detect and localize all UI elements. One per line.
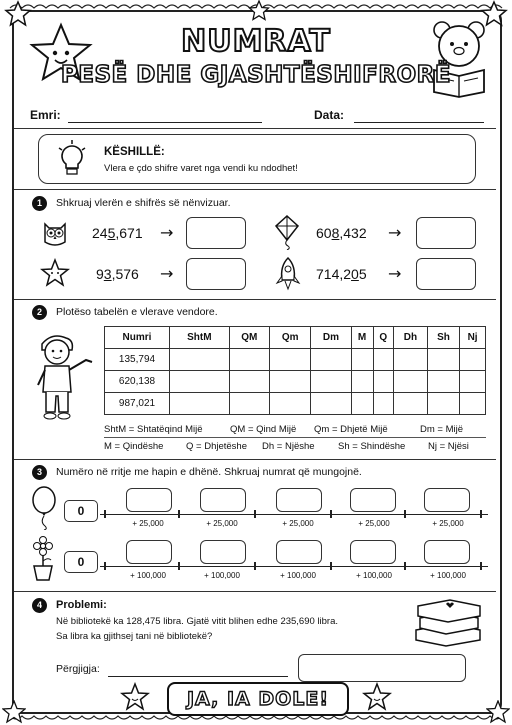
- table-cell[interactable]: [427, 349, 459, 371]
- answer-box[interactable]: [276, 540, 322, 564]
- answer-box[interactable]: [416, 217, 476, 249]
- rocket-icon: [274, 256, 302, 292]
- column-header: Dh: [394, 327, 428, 349]
- table-cell[interactable]: [269, 393, 310, 415]
- column-header: Dm: [311, 327, 351, 349]
- section-number: 1: [32, 196, 47, 211]
- tick: [404, 562, 406, 570]
- column-header: M: [351, 327, 373, 349]
- star-icon: [40, 258, 70, 288]
- section-number: 2: [32, 305, 47, 320]
- legend-item: QM = Qind Mijë: [230, 424, 297, 435]
- step-label: + 100,000: [356, 571, 392, 580]
- step-label: + 25,000: [358, 519, 390, 528]
- row-number: 135,794: [105, 349, 170, 371]
- legend-item: Dh = Njëshe: [262, 441, 315, 452]
- table-cell[interactable]: [394, 393, 428, 415]
- name-field[interactable]: [68, 122, 262, 123]
- start-value-box: 0: [64, 551, 98, 573]
- flower-pot-icon: [28, 536, 58, 582]
- answer-box[interactable]: [126, 540, 172, 564]
- answer-box[interactable]: [276, 488, 322, 512]
- answer-box[interactable]: [424, 488, 470, 512]
- divider: [14, 128, 496, 129]
- boy-pointing-icon: [30, 330, 96, 422]
- kite-icon: [272, 214, 302, 250]
- underlined-number: 608,432: [316, 225, 367, 241]
- column-header: ShtM: [170, 327, 230, 349]
- column-header: Sh: [427, 327, 459, 349]
- answer-box[interactable]: [350, 488, 396, 512]
- legend-item: Nj = Njësi: [428, 441, 469, 452]
- table-cell[interactable]: [170, 371, 230, 393]
- answer-box[interactable]: [200, 488, 246, 512]
- table-cell[interactable]: [351, 349, 373, 371]
- table-cell[interactable]: [373, 349, 394, 371]
- tick: [254, 562, 256, 570]
- books-stack-icon: [410, 594, 486, 648]
- tip-text: Vlera e çdo shifre varet nga vendi ku ndodhet!: [104, 163, 298, 174]
- balloon-icon: [30, 486, 58, 530]
- tick: [104, 562, 106, 570]
- underlined-number: 93,576: [96, 266, 139, 282]
- table-cell[interactable]: [373, 393, 394, 415]
- tick: [178, 510, 180, 518]
- answer-box[interactable]: [126, 488, 172, 512]
- answer-label: Përgjigja:: [56, 663, 100, 675]
- table-row: [105, 371, 486, 393]
- legend-item: Dm = Mijë: [420, 424, 464, 435]
- table-cell[interactable]: [351, 371, 373, 393]
- column-header: Numri: [105, 327, 170, 349]
- divider: [14, 299, 496, 300]
- tick: [480, 510, 482, 518]
- legend-item: Sh = Shindëshe: [338, 441, 406, 452]
- step-label: + 25,000: [206, 519, 238, 528]
- number-line: [100, 514, 488, 515]
- table-cell[interactable]: [170, 393, 230, 415]
- divider: [14, 459, 496, 460]
- table-cell[interactable]: [269, 349, 310, 371]
- arrow-icon: →: [388, 264, 402, 283]
- table-cell[interactable]: [427, 393, 459, 415]
- section-number: 3: [32, 465, 47, 480]
- step-label: + 100,000: [130, 571, 166, 580]
- legend-item: ShtM = Shtatëqind Mijë: [104, 424, 203, 435]
- legend-item: Q = Dhjetëshe: [186, 441, 247, 452]
- legend-item: Qm = Dhjetë Mijë: [314, 424, 388, 435]
- answer-box[interactable]: [186, 217, 246, 249]
- table-cell[interactable]: [170, 349, 230, 371]
- footer-banner: JA, IA DOLE!: [167, 682, 349, 716]
- start-value-box: 0: [64, 500, 98, 522]
- table-cell[interactable]: [427, 371, 459, 393]
- tick: [330, 562, 332, 570]
- answer-box[interactable]: [200, 540, 246, 564]
- star-icon: [2, 700, 26, 724]
- table-cell[interactable]: [229, 371, 269, 393]
- tick: [480, 562, 482, 570]
- smiling-star-icon: [120, 682, 150, 712]
- step-label: + 100,000: [204, 571, 240, 580]
- answer-box[interactable]: [350, 540, 396, 564]
- step-label: + 25,000: [282, 519, 314, 528]
- table-cell[interactable]: [229, 349, 269, 371]
- arrow-icon: →: [160, 264, 174, 283]
- tick: [178, 562, 180, 570]
- name-label: Emri:: [30, 108, 61, 122]
- page-subtitle: PESË DHE GJASHTËSHIFRORË: [60, 62, 452, 88]
- owl-icon: [40, 218, 70, 248]
- divider: [104, 437, 486, 438]
- tip-heading: KËSHILLË:: [104, 146, 165, 158]
- answer-box[interactable]: [298, 654, 466, 682]
- arrow-icon: →: [160, 223, 174, 242]
- tick: [254, 510, 256, 518]
- table-cell[interactable]: [394, 371, 428, 393]
- step-label: + 100,000: [430, 571, 466, 580]
- table-cell[interactable]: [460, 393, 486, 415]
- arrow-icon: →: [388, 223, 402, 242]
- table-cell[interactable]: [311, 349, 351, 371]
- section1-instruction: Shkruaj vlerën e shifrës së nënvizuar.: [56, 197, 231, 209]
- column-header: Q: [373, 327, 394, 349]
- column-header: QM: [229, 327, 269, 349]
- star-icon: [486, 700, 510, 724]
- table-row: [105, 349, 486, 371]
- smiling-star-icon: [362, 682, 392, 712]
- row-number: 620,138: [105, 371, 170, 393]
- number-line: [100, 566, 488, 567]
- answer-box[interactable]: [186, 258, 246, 290]
- row-number: 987,021: [105, 393, 170, 415]
- tip-box: [38, 134, 476, 184]
- table-cell[interactable]: [373, 371, 394, 393]
- tick: [330, 510, 332, 518]
- step-label: + 25,000: [132, 519, 164, 528]
- table-cell[interactable]: [311, 371, 351, 393]
- section-number: 4: [32, 598, 47, 613]
- table-cell[interactable]: [460, 349, 486, 371]
- answer-box[interactable]: [416, 258, 476, 290]
- step-label: + 25,000: [432, 519, 464, 528]
- table-cell[interactable]: [269, 371, 310, 393]
- date-label: Data:: [314, 108, 345, 122]
- table-cell[interactable]: [311, 393, 351, 415]
- place-value-table: [104, 326, 486, 415]
- table-cell[interactable]: [460, 371, 486, 393]
- table-cell[interactable]: [394, 349, 428, 371]
- table-cell[interactable]: [351, 393, 373, 415]
- table-row: [105, 393, 486, 415]
- column-header: Qm: [269, 327, 310, 349]
- page-title: NUMRAT: [181, 24, 331, 59]
- date-field[interactable]: [354, 122, 484, 123]
- underlined-number: 245,671: [92, 225, 143, 241]
- step-label: + 100,000: [280, 571, 316, 580]
- section3-instruction: Numëro në rritje me hapin e dhënë. Shkruaj numrat që mungojnë.: [56, 466, 362, 478]
- star-icon: [248, 0, 270, 22]
- column-header: Nj: [460, 327, 486, 349]
- tick: [104, 510, 106, 518]
- tick: [404, 510, 406, 518]
- table-cell[interactable]: [229, 393, 269, 415]
- problem-question: Sa libra ka gjithsej tani në bibliotekë?: [56, 631, 213, 642]
- problem-text: Në bibliotekë ka 128,475 libra. Gjatë vitit blihen edhe 235,690 libra.: [56, 616, 339, 627]
- underlined-number: 714,205: [316, 266, 367, 282]
- lightbulb-icon: [56, 138, 88, 178]
- answer-line[interactable]: [108, 676, 288, 677]
- divider: [14, 591, 496, 592]
- problem-heading: Problemi:: [56, 599, 107, 611]
- table-header-row: [105, 327, 486, 349]
- legend-item: M = Qindëshe: [104, 441, 164, 452]
- section2-instruction: Plotëso tabelën e vlerave vendore.: [56, 306, 218, 318]
- divider: [14, 189, 496, 190]
- answer-box[interactable]: [424, 540, 470, 564]
